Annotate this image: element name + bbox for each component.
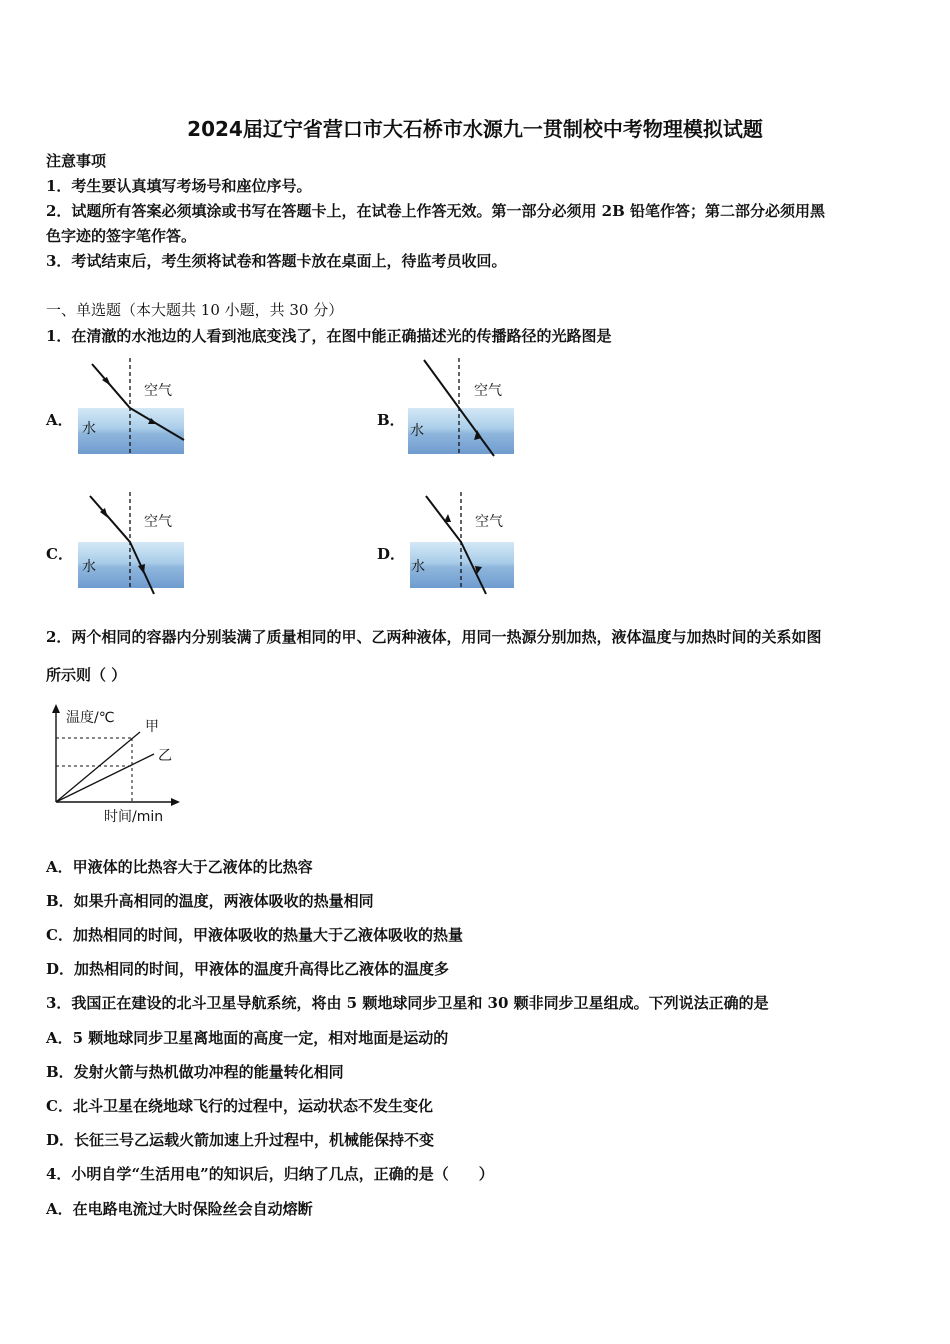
- notice-item: 1．考生要认真填写考场号和座位序号。: [46, 177, 312, 195]
- air-label: 空气: [144, 383, 172, 399]
- x-axis-arrow: [171, 798, 180, 806]
- question-2-option: D．加热相同的时间，甲液体的温度升高得比乙液体的温度多: [46, 960, 450, 978]
- question-3-option: A．5 颗地球同步卫星离地面的高度一定，相对地面是运动的: [46, 1029, 449, 1047]
- air-label: 空气: [475, 514, 503, 530]
- water-label: 水: [82, 559, 96, 575]
- question-2-option: C．加热相同的时间，甲液体吸收的热量大于乙液体吸收的热量: [46, 926, 463, 944]
- option-b-label: B．: [377, 411, 405, 429]
- question-3-option: B．发射火箭与热机做功冲程的能量转化相同: [46, 1063, 344, 1081]
- water-label: 水: [410, 423, 424, 439]
- notice-item: 2．试题所有答案必须填涂或书写在答题卡上，在试卷上作答无效。第一部分必须用 2B 铅笔作答；第二部分必须用黑: [46, 202, 826, 220]
- water-label: 水: [411, 559, 425, 575]
- question-2-option: A．甲液体的比热容大于乙液体的比热容: [46, 858, 313, 876]
- notice-item: 色字迹的签字笔作答。: [46, 227, 197, 245]
- option-d-label: D．: [377, 545, 406, 563]
- page-title: 2024届辽宁省营口市大石桥市水源九一贯制校中考物理模拟试题: [187, 117, 763, 141]
- refraction-figure-b: [404, 358, 524, 460]
- notice-heading: 注意事项: [46, 152, 107, 170]
- question-2-stem: 所示则（ ）: [46, 666, 127, 684]
- question-2-option: B．如果升高相同的温度，两液体吸收的热量相同: [46, 892, 374, 910]
- option-c-label: C．: [46, 545, 73, 563]
- section-heading: 一、单选题（本大题共 10 小题，共 30 分）: [46, 301, 344, 319]
- water-region: [410, 542, 514, 588]
- air-label: 空气: [474, 383, 502, 399]
- chart-ylabel: 温度/℃: [66, 710, 115, 726]
- question-1-stem: 1．在清澈的水池边的人看到池底变浅了，在图中能正确描述光的传播路径的光路图是: [46, 327, 612, 345]
- question-4-stem: 4．小明自学“生活用电”的知识后，归纳了几点，正确的是（ ）: [46, 1165, 494, 1183]
- question-3-option: C．北斗卫星在绕地球飞行的过程中，运动状态不发生变化: [46, 1097, 433, 1115]
- refraction-figure-a: [74, 358, 194, 460]
- notice-item: 3．考试结束后，考生须将试卷和答题卡放在桌面上，待监考员收回。: [46, 252, 507, 270]
- refraction-figure-c: [74, 492, 194, 596]
- series-label-jia: 甲: [145, 719, 159, 735]
- air-label: 空气: [144, 514, 172, 530]
- water-label: 水: [82, 421, 96, 437]
- question-4-option: A．在电路电流过大时保险丝会自动熔断: [46, 1200, 313, 1218]
- question-3-option: D．长征三号乙运载火箭加速上升过程中，机械能保持不变: [46, 1131, 435, 1149]
- option-a-label: A．: [46, 411, 73, 429]
- y-axis-arrow: [52, 704, 60, 713]
- question-2-stem: 2．两个相同的容器内分别装满了质量相同的甲、乙两种液体，用同一热源分别加热，液体温度与加热时间的关系如图: [46, 628, 822, 646]
- ray-arrow: [444, 514, 451, 522]
- series-label-yi: 乙: [158, 748, 172, 764]
- refraction-figure-d: [404, 492, 524, 596]
- chart-xlabel: 时间/min: [104, 809, 164, 825]
- question-3-stem: 3．我国正在建设的北斗卫星导航系统，将由 5 颗地球同步卫星和 30 颗非同步卫星组成。下列说法正确的是: [46, 994, 769, 1012]
